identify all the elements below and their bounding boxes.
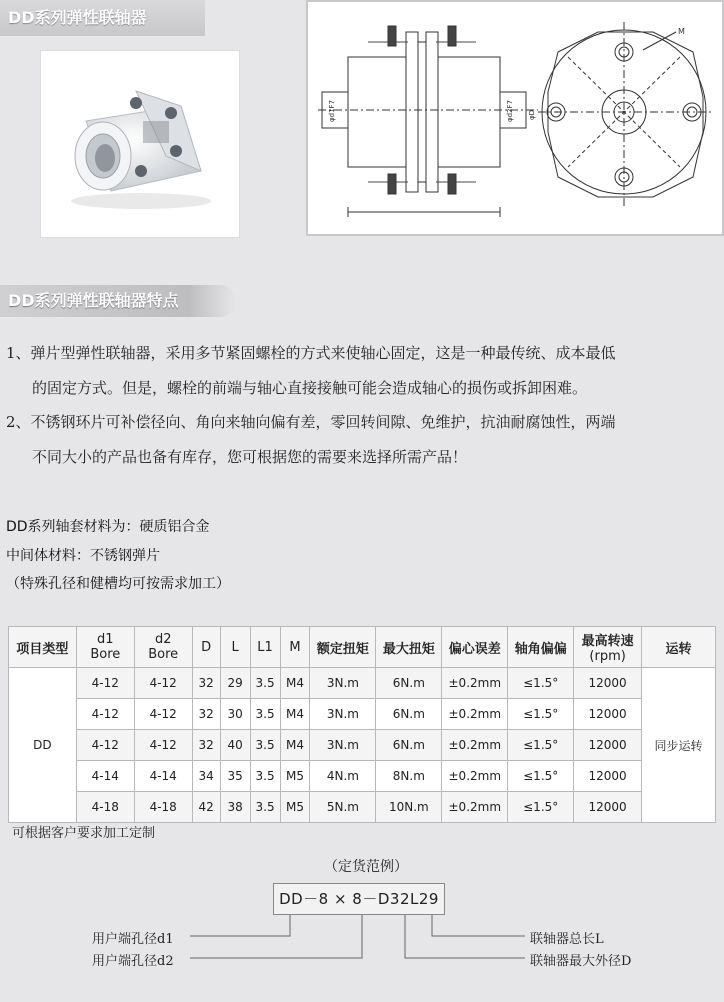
cell-rated: 3N.m xyxy=(310,730,376,761)
cell-L: 30 xyxy=(220,699,250,730)
cell-L1: 3.5 xyxy=(250,668,280,699)
custom-note: 可根据客户要求加工定制 xyxy=(12,826,156,841)
cell-speed: 12000 xyxy=(574,668,642,699)
cell-d1: 4-18 xyxy=(76,792,134,823)
cell-max: 6N.m xyxy=(376,730,442,761)
feature-1-line-2: 的固定方式。但是，螺栓的前端与轴心直接接触可能会造成轴心的损伤或拆卸困难。 xyxy=(32,379,588,397)
col-D: D xyxy=(192,627,220,668)
cell-ang: ≤1.5° xyxy=(508,761,574,792)
label-L: 联轴器总长L xyxy=(530,932,604,947)
cell-ang: ≤1.5° xyxy=(508,668,574,699)
feature-2-line-2: 不同大小的产品也备有库存，您可根据您的需要来选择所需产品！ xyxy=(32,448,468,466)
cell-speed: 12000 xyxy=(574,699,642,730)
cell-speed: 12000 xyxy=(574,761,642,792)
material-note: （特殊孔径和健槽均可按需求加工） xyxy=(6,576,230,592)
cell-d2: 4-14 xyxy=(134,761,192,792)
cell-max: 10N.m xyxy=(376,792,442,823)
cell-rated: 4N.m xyxy=(310,761,376,792)
col-d1: d1 Bore xyxy=(76,627,134,668)
cell-L1: 3.5 xyxy=(250,730,280,761)
cell-max: 6N.m xyxy=(376,668,442,699)
cell-L1: 3.5 xyxy=(250,792,280,823)
cell-rated: 3N.m xyxy=(310,668,376,699)
col-angular: 轴角偏偏 xyxy=(508,627,574,668)
dim-D-label: φD xyxy=(528,109,536,120)
cell-M: M4 xyxy=(280,699,310,730)
feature-1-line-1: 1、弹片型弹性联轴器，采用多节紧固螺栓的方式来使轴心固定，这是一种最传统、成本最低 xyxy=(6,344,616,362)
cell-ecc: ±0.2mm xyxy=(442,699,508,730)
order-example-title: （定货范例） xyxy=(324,859,408,875)
cell-d1: 4-12 xyxy=(76,668,134,699)
cell-L: 29 xyxy=(220,668,250,699)
cell-L: 40 xyxy=(220,730,250,761)
cell-d2: 4-18 xyxy=(134,792,192,823)
col-eccentric: 偏心误差 xyxy=(442,627,508,668)
cell-L1: 3.5 xyxy=(250,761,280,792)
label-D: 联轴器最大外径D xyxy=(530,954,632,969)
cell-D: 34 xyxy=(192,761,220,792)
cell-ang: ≤1.5° xyxy=(508,699,574,730)
label-d2: 用户端孔径d2 xyxy=(92,954,174,969)
material-middle: 中间体材料：不锈钢弹片 xyxy=(6,548,160,564)
cell-M: M5 xyxy=(280,792,310,823)
col-M: M xyxy=(280,627,310,668)
cell-ecc: ±0.2mm xyxy=(442,792,508,823)
cell-L: 35 xyxy=(220,761,250,792)
page-title: DD系列弹性联轴器 xyxy=(0,0,205,36)
cell-D: 42 xyxy=(192,792,220,823)
feature-2-line-1: 2、不锈钢环片可补偿径向、角向来轴向偏有差，零回转间隙、免维护，抗油耐腐蚀性，两端 xyxy=(6,413,616,431)
cell-ang: ≤1.5° xyxy=(508,792,574,823)
cell-M: M5 xyxy=(280,761,310,792)
cell-ecc: ±0.2mm xyxy=(442,668,508,699)
cell-L1: 3.5 xyxy=(250,699,280,730)
cell-d1: 4-12 xyxy=(76,730,134,761)
type-cell: DD xyxy=(9,668,77,823)
cell-D: 32 xyxy=(192,699,220,730)
operation-cell: 同步运转 xyxy=(642,668,716,823)
cell-ang: ≤1.5° xyxy=(508,730,574,761)
cell-M: M4 xyxy=(280,668,310,699)
cell-rated: 3N.m xyxy=(310,699,376,730)
cell-speed: 12000 xyxy=(574,730,642,761)
cell-rated: 5N.m xyxy=(310,792,376,823)
dim-d2-label: φd2F7 xyxy=(506,100,514,122)
col-max-torque: 最大扭矩 xyxy=(376,627,442,668)
dim-M-label: M xyxy=(678,27,685,36)
cell-d2: 4-12 xyxy=(134,699,192,730)
label-d1: 用户端孔径d1 xyxy=(92,932,174,947)
cell-speed: 12000 xyxy=(574,792,642,823)
col-operation: 运转 xyxy=(642,627,716,668)
col-type: 项目类型 xyxy=(9,627,77,668)
cell-d1: 4-14 xyxy=(76,761,134,792)
col-d2: d2 Bore xyxy=(134,627,192,668)
cell-D: 32 xyxy=(192,730,220,761)
col-rated-torque: 额定扭矩 xyxy=(310,627,376,668)
features-section-title: DD系列弹性联轴器特点 xyxy=(0,285,236,317)
cell-d2: 4-12 xyxy=(134,730,192,761)
cell-M: M4 xyxy=(280,730,310,761)
order-code: DD－8 × 8－D32L29 xyxy=(273,883,445,915)
cell-L: 38 xyxy=(220,792,250,823)
col-L1: L1 xyxy=(250,627,280,668)
cell-D: 32 xyxy=(192,668,220,699)
col-max-speed: 最高转速 (rpm) xyxy=(574,627,642,668)
cell-max: 8N.m xyxy=(376,761,442,792)
cell-ecc: ±0.2mm xyxy=(442,761,508,792)
cell-d1: 4-12 xyxy=(76,699,134,730)
material-sleeve: DD系列轴套材料为：硬质铝合金 xyxy=(6,519,210,535)
col-L: L xyxy=(220,627,250,668)
cell-max: 6N.m xyxy=(376,699,442,730)
cell-d2: 4-12 xyxy=(134,668,192,699)
cell-ecc: ±0.2mm xyxy=(442,730,508,761)
dim-d1-label: φd1F7 xyxy=(328,100,336,122)
